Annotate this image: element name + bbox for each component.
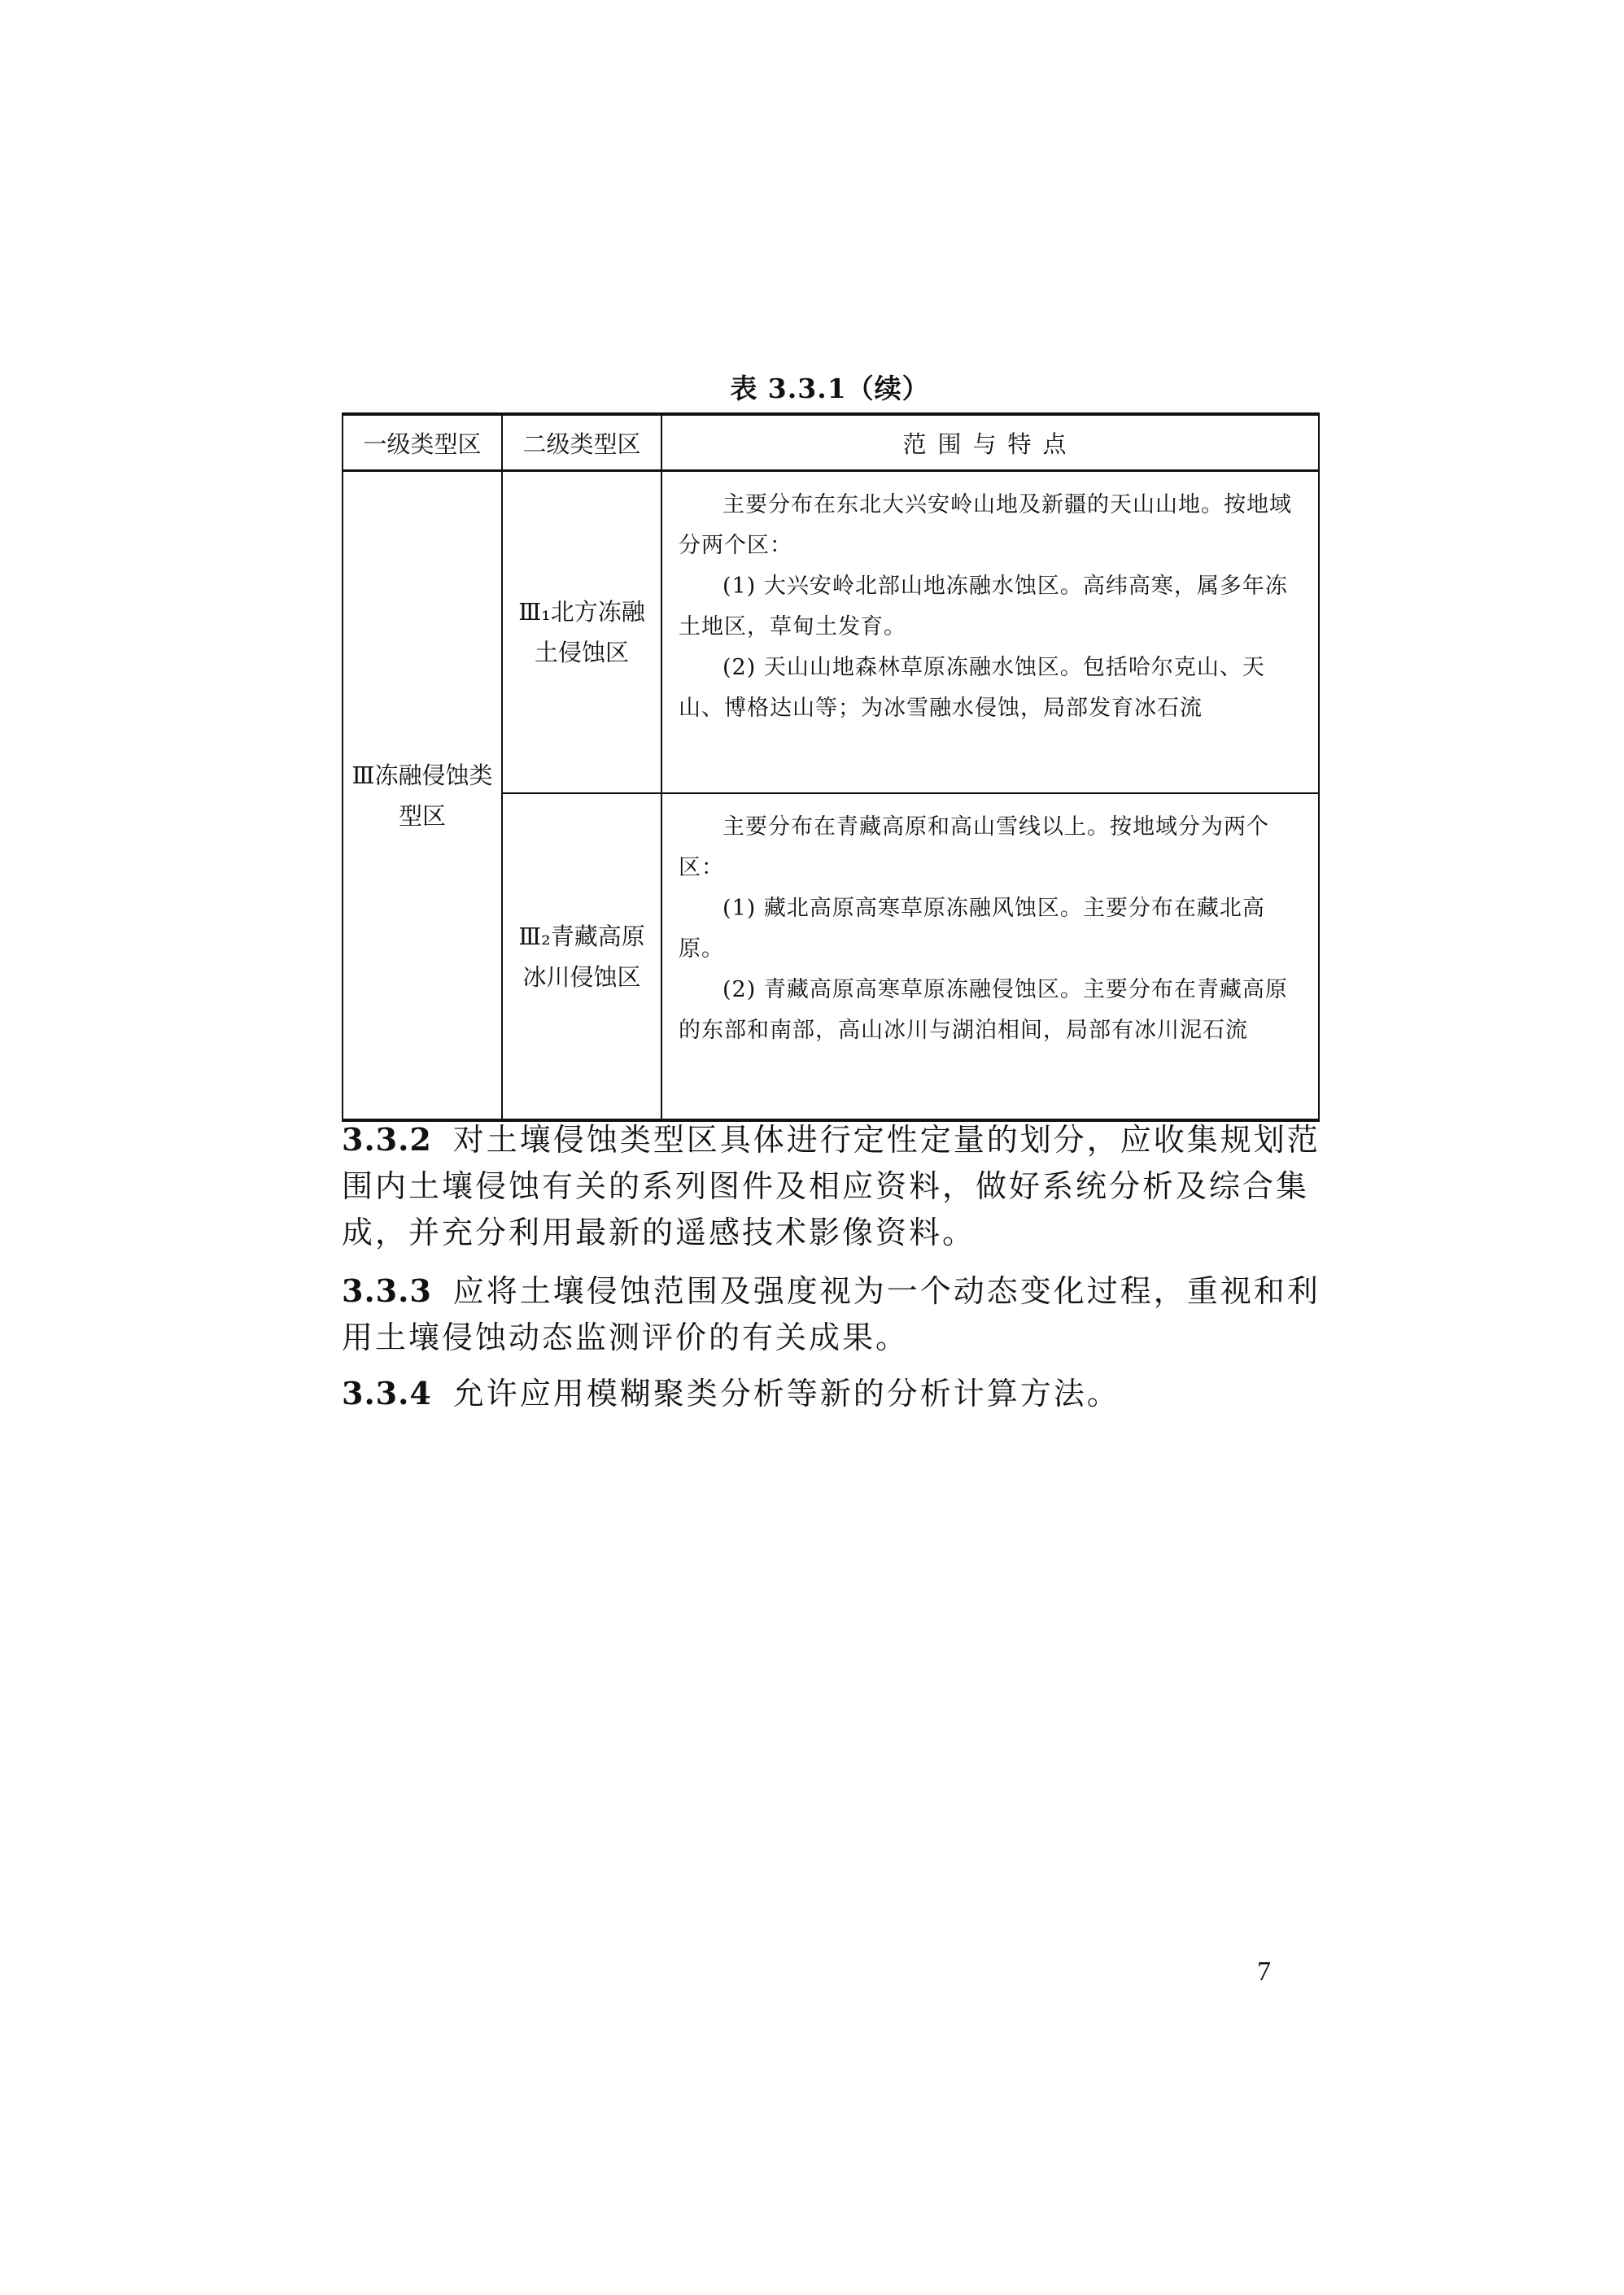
header-range-features: 范围与特点 [661,414,1319,471]
desc-line: (1) 藏北高原高寒草原冻融风蚀区。主要分布在藏北高原。 [679,896,1265,962]
table-row [343,471,1319,794]
clause-3-3-4 [342,1370,1321,1417]
clause-number: 3.3.2 [342,1121,432,1158]
desc-line: (2) 天山山地森林草原冻融水蚀区。包括哈尔克山、天山、博格达山等；为冰雪融水侵蚀，局部发育冰石流 [679,655,1265,721]
desc-line: 主要分布在东北大兴安岭山地及新疆的天山山地。按地域分两个区： [679,492,1292,558]
desc-line: 主要分布在青藏高原和高山雪线以上。按地域分为两个区： [679,814,1269,880]
clause-number: 3.3.4 [342,1375,432,1411]
header-level2: 二级类型区 [502,414,661,471]
clause-text: 应将土壤侵蚀范围及强度视为一个动态变化过程，重视和利用土壤侵蚀动态监测评价的有关成果。 [342,1273,1321,1355]
table-header-row [343,414,1319,471]
level2-zone-cell: Ⅲ₁北方冻融土侵蚀区 [502,471,661,794]
desc-line: (1) 大兴安岭北部山地冻融水蚀区。高纬高寒，属多年冻土地区，草甸土发育。 [679,574,1288,639]
level2-zone-cell: Ⅲ₂青藏高原冰川侵蚀区 [502,793,661,1120]
level1-zone-cell: Ⅲ冻融侵蚀类型区 [343,471,502,1121]
clause-3-3-2 [342,1116,1321,1256]
range-features-cell [661,793,1319,1120]
clause-text: 允许应用模糊聚类分析等新的分析计算方法。 [452,1376,1120,1411]
header-level1: 一级类型区 [343,414,502,471]
clause-number: 3.3.3 [342,1272,432,1309]
clause-text: 对土壤侵蚀类型区具体进行定性定量的划分，应收集规划范围内土壤侵蚀有关的系列图件及相应资料，做好系统分析及综合集成，并充分利用最新的遥感技术影像资料。 [342,1122,1321,1250]
erosion-zone-table [342,412,1320,1122]
range-features-cell [661,471,1319,794]
page-number: 7 [1257,1957,1271,1987]
desc-line: (2) 青藏高原高寒草原冻融侵蚀区。主要分布在青藏高原的东部和南部，高山冰川与湖泊相间，局部有冰川泥石流 [679,977,1288,1043]
table-caption: 表 3.3.1（续） [730,373,930,404]
clause-3-3-3 [342,1267,1321,1361]
